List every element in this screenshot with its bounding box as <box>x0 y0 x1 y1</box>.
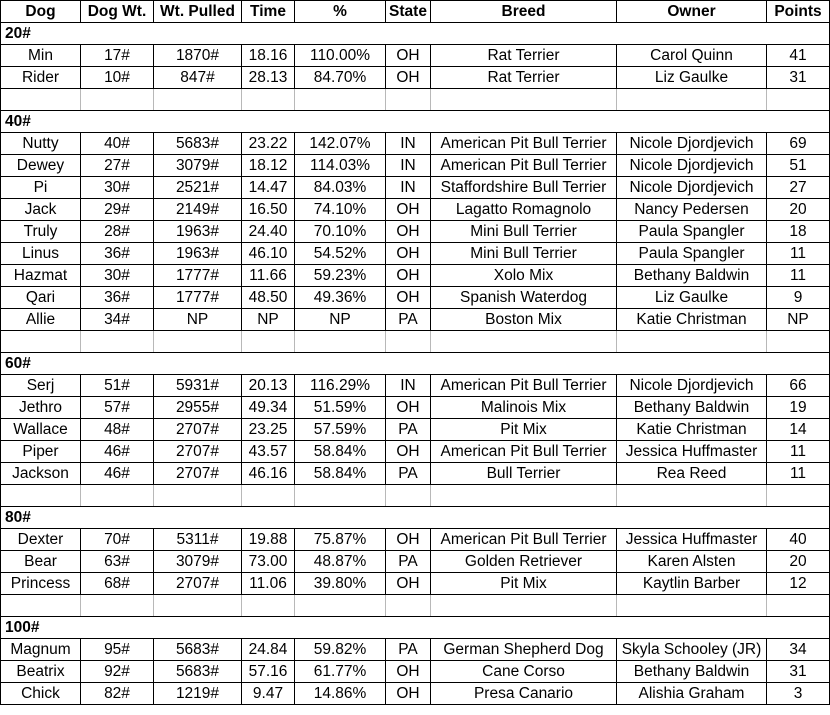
table-cell: Min <box>1 45 81 67</box>
table-cell: OH <box>386 397 431 419</box>
table-cell: Jessica Huffmaster <box>617 441 767 463</box>
table-cell: 5931# <box>154 375 242 397</box>
table-cell: 18 <box>767 221 830 243</box>
table-cell: Jessica Huffmaster <box>617 529 767 551</box>
table-cell: 1963# <box>154 243 242 265</box>
table-cell: 68# <box>81 573 154 595</box>
table-cell: 5683# <box>154 661 242 683</box>
section-row <box>1 353 830 375</box>
empty-cell <box>386 89 431 111</box>
header-cell: Owner <box>617 1 767 23</box>
table-cell: PA <box>386 419 431 441</box>
table-cell: 20 <box>767 199 830 221</box>
table-cell: 27# <box>81 155 154 177</box>
table-row <box>1 441 830 463</box>
table-cell: American Pit Bull Terrier <box>431 155 617 177</box>
table-cell: Mini Bull Terrier <box>431 221 617 243</box>
table-cell: 142.07% <box>295 133 386 155</box>
table-cell: 36# <box>81 287 154 309</box>
table-cell: 23.22 <box>242 133 295 155</box>
table-cell: German Shepherd Dog <box>431 639 617 661</box>
table-cell: 847# <box>154 67 242 89</box>
table-cell: OH <box>386 573 431 595</box>
table-cell: Hazmat <box>1 265 81 287</box>
table-cell: 49.34 <box>242 397 295 419</box>
empty-cell <box>617 485 767 507</box>
table-cell: American Pit Bull Terrier <box>431 375 617 397</box>
empty-cell <box>1 89 81 111</box>
table-cell: 31 <box>767 661 830 683</box>
table-cell: NP <box>295 309 386 331</box>
table-cell: Bethany Baldwin <box>617 661 767 683</box>
table-cell: 2707# <box>154 573 242 595</box>
table-row <box>1 661 830 683</box>
table-cell: 30# <box>81 265 154 287</box>
header-cell: Breed <box>431 1 617 23</box>
table-cell: Pit Mix <box>431 573 617 595</box>
table-cell: 48.87% <box>295 551 386 573</box>
table-cell: 12 <box>767 573 830 595</box>
table-cell: 48# <box>81 419 154 441</box>
empty-cell <box>81 595 154 617</box>
empty-cell <box>617 331 767 353</box>
table-cell: 2521# <box>154 177 242 199</box>
table-cell: 58.84% <box>295 441 386 463</box>
table-cell: IN <box>386 133 431 155</box>
table-cell: 18.16 <box>242 45 295 67</box>
table-cell: Nicole Djordjevich <box>617 177 767 199</box>
table-cell: Nutty <box>1 133 81 155</box>
table-row <box>1 419 830 441</box>
spacer-row <box>1 485 830 507</box>
table-cell: Nicole Djordjevich <box>617 375 767 397</box>
table-cell: 57# <box>81 397 154 419</box>
table-cell: 84.03% <box>295 177 386 199</box>
empty-cell <box>386 595 431 617</box>
table-cell: 2707# <box>154 419 242 441</box>
table-cell: PA <box>386 463 431 485</box>
table-cell: 3 <box>767 683 830 705</box>
table-cell: IN <box>386 375 431 397</box>
table-cell: 46.10 <box>242 243 295 265</box>
table-cell: 51# <box>81 375 154 397</box>
table-cell: 69 <box>767 133 830 155</box>
table-cell: PA <box>386 551 431 573</box>
table-cell: 24.40 <box>242 221 295 243</box>
section-row <box>1 617 830 639</box>
section-title: 100# <box>1 617 830 639</box>
table-cell: Piper <box>1 441 81 463</box>
table-cell: 54.52% <box>295 243 386 265</box>
table-cell: Rat Terrier <box>431 45 617 67</box>
table-cell: OH <box>386 221 431 243</box>
table-cell: 11 <box>767 243 830 265</box>
empty-cell <box>295 485 386 507</box>
table-cell: 59.23% <box>295 265 386 287</box>
table-cell: 36# <box>81 243 154 265</box>
table-cell: 49.36% <box>295 287 386 309</box>
table-cell: Bear <box>1 551 81 573</box>
section-title: 20# <box>1 23 830 45</box>
table-cell: Spanish Waterdog <box>431 287 617 309</box>
table-cell: Nicole Djordjevich <box>617 133 767 155</box>
table-cell: 11.06 <box>242 573 295 595</box>
empty-cell <box>767 89 830 111</box>
table-cell: 1777# <box>154 265 242 287</box>
table-cell: 5683# <box>154 133 242 155</box>
empty-cell <box>386 485 431 507</box>
table-cell: 18.12 <box>242 155 295 177</box>
table-row <box>1 551 830 573</box>
table-row <box>1 309 830 331</box>
table-cell: 11 <box>767 265 830 287</box>
table-cell: OH <box>386 287 431 309</box>
table-cell: 59.82% <box>295 639 386 661</box>
empty-cell <box>1 331 81 353</box>
table-cell: 66 <box>767 375 830 397</box>
table-cell: 31 <box>767 67 830 89</box>
empty-cell <box>242 89 295 111</box>
empty-cell <box>617 595 767 617</box>
table-cell: 1219# <box>154 683 242 705</box>
table-cell: Xolo Mix <box>431 265 617 287</box>
section-row <box>1 23 830 45</box>
table-cell: Beatrix <box>1 661 81 683</box>
table-cell: 63# <box>81 551 154 573</box>
table-cell: 19 <box>767 397 830 419</box>
table-cell: 39.80% <box>295 573 386 595</box>
table-cell: IN <box>386 155 431 177</box>
table-cell: NP <box>154 309 242 331</box>
table-cell: OH <box>386 683 431 705</box>
table-cell: Liz Gaulke <box>617 287 767 309</box>
table-cell: 27 <box>767 177 830 199</box>
header-cell: Dog Wt. <box>81 1 154 23</box>
table-cell: 46.16 <box>242 463 295 485</box>
table-cell: Cane Corso <box>431 661 617 683</box>
table-cell: Chick <box>1 683 81 705</box>
table-cell: 2707# <box>154 463 242 485</box>
table-cell: Rider <box>1 67 81 89</box>
table-cell: NP <box>767 309 830 331</box>
table-cell: Karen Alsten <box>617 551 767 573</box>
table-cell: Bethany Baldwin <box>617 397 767 419</box>
table-cell: 74.10% <box>295 199 386 221</box>
table-row <box>1 243 830 265</box>
table-cell: 9.47 <box>242 683 295 705</box>
empty-cell <box>295 89 386 111</box>
empty-cell <box>431 595 617 617</box>
table-cell: Linus <box>1 243 81 265</box>
table-cell: 57.59% <box>295 419 386 441</box>
spacer-row <box>1 331 830 353</box>
table-cell: Lagatto Romagnolo <box>431 199 617 221</box>
section-row <box>1 507 830 529</box>
table-cell: American Pit Bull Terrier <box>431 529 617 551</box>
empty-cell <box>767 331 830 353</box>
empty-cell <box>154 89 242 111</box>
table-cell: Rat Terrier <box>431 67 617 89</box>
table-cell: Presa Canario <box>431 683 617 705</box>
header-cell: State <box>386 1 431 23</box>
table-cell: Katie Christman <box>617 419 767 441</box>
header-cell: Time <box>242 1 295 23</box>
table-cell: PA <box>386 639 431 661</box>
table-cell: Allie <box>1 309 81 331</box>
table-cell: 30# <box>81 177 154 199</box>
table-cell: Paula Spangler <box>617 221 767 243</box>
table-cell: 116.29% <box>295 375 386 397</box>
empty-cell <box>431 485 617 507</box>
table-cell: 11 <box>767 463 830 485</box>
table-cell: 46# <box>81 463 154 485</box>
table-row <box>1 375 830 397</box>
table-cell: 2707# <box>154 441 242 463</box>
table-cell: OH <box>386 199 431 221</box>
table-cell: 24.84 <box>242 639 295 661</box>
table-cell: 28# <box>81 221 154 243</box>
table-cell: 3079# <box>154 551 242 573</box>
section-row <box>1 111 830 133</box>
table-cell: Rea Reed <box>617 463 767 485</box>
table-row <box>1 45 830 67</box>
table-cell: 5311# <box>154 529 242 551</box>
empty-cell <box>295 331 386 353</box>
table-cell: 51 <box>767 155 830 177</box>
table-cell: 48.50 <box>242 287 295 309</box>
empty-cell <box>242 485 295 507</box>
spacer-row <box>1 89 830 111</box>
table-cell: OH <box>386 529 431 551</box>
empty-cell <box>767 485 830 507</box>
table-cell: 3079# <box>154 155 242 177</box>
table-cell: 20.13 <box>242 375 295 397</box>
table-cell: 82# <box>81 683 154 705</box>
table-cell: Boston Mix <box>431 309 617 331</box>
table-cell: 61.77% <box>295 661 386 683</box>
table-cell: 17# <box>81 45 154 67</box>
header-cell: Dog <box>1 1 81 23</box>
table-cell: 11 <box>767 441 830 463</box>
table-cell: 23.25 <box>242 419 295 441</box>
empty-cell <box>431 89 617 111</box>
table-cell: Carol Quinn <box>617 45 767 67</box>
table-cell: OH <box>386 661 431 683</box>
table-cell: 70.10% <box>295 221 386 243</box>
table-cell: 14.47 <box>242 177 295 199</box>
table-cell: 95# <box>81 639 154 661</box>
table-cell: Pi <box>1 177 81 199</box>
table-row <box>1 573 830 595</box>
table-cell: Jethro <box>1 397 81 419</box>
table-cell: Skyla Schooley (JR) <box>617 639 767 661</box>
table-row <box>1 155 830 177</box>
empty-cell <box>1 595 81 617</box>
table-cell: 20 <box>767 551 830 573</box>
table-cell: 40 <box>767 529 830 551</box>
table-cell: Golden Retriever <box>431 551 617 573</box>
table-cell: 16.50 <box>242 199 295 221</box>
table-cell: 10# <box>81 67 154 89</box>
table-cell: Paula Spangler <box>617 243 767 265</box>
empty-cell <box>81 331 154 353</box>
table-cell: Kaytlin Barber <box>617 573 767 595</box>
table-body <box>1 23 830 705</box>
header-row <box>1 1 830 23</box>
table-cell: 19.88 <box>242 529 295 551</box>
table-cell: Qari <box>1 287 81 309</box>
table-cell: American Pit Bull Terrier <box>431 133 617 155</box>
table-row <box>1 683 830 705</box>
table-cell: Nicole Djordjevich <box>617 155 767 177</box>
table-cell: 1963# <box>154 221 242 243</box>
empty-cell <box>154 331 242 353</box>
table-cell: OH <box>386 45 431 67</box>
table-cell: Bethany Baldwin <box>617 265 767 287</box>
table-cell: 114.03% <box>295 155 386 177</box>
table-cell: 110.00% <box>295 45 386 67</box>
table-cell: 46# <box>81 441 154 463</box>
header-cell: Wt. Pulled <box>154 1 242 23</box>
table-cell: 73.00 <box>242 551 295 573</box>
empty-cell <box>386 331 431 353</box>
empty-cell <box>242 331 295 353</box>
table-row <box>1 265 830 287</box>
table-row <box>1 463 830 485</box>
header-cell: Points <box>767 1 830 23</box>
table-row <box>1 177 830 199</box>
table-cell: 5683# <box>154 639 242 661</box>
table-cell: Liz Gaulke <box>617 67 767 89</box>
table-cell: Pit Mix <box>431 419 617 441</box>
header-cell: % <box>295 1 386 23</box>
table-cell: Staffordshire Bull Terrier <box>431 177 617 199</box>
table-cell: NP <box>242 309 295 331</box>
table-cell: Nancy Pedersen <box>617 199 767 221</box>
table-cell: Bull Terrier <box>431 463 617 485</box>
table-cell: 29# <box>81 199 154 221</box>
spacer-row <box>1 595 830 617</box>
empty-cell <box>431 331 617 353</box>
empty-cell <box>154 595 242 617</box>
table-cell: 28.13 <box>242 67 295 89</box>
table-cell: 75.87% <box>295 529 386 551</box>
table-cell: 14 <box>767 419 830 441</box>
table-cell: 41 <box>767 45 830 67</box>
table-cell: 70# <box>81 529 154 551</box>
table-cell: 1870# <box>154 45 242 67</box>
table-cell: Magnum <box>1 639 81 661</box>
table-cell: OH <box>386 441 431 463</box>
table-row <box>1 529 830 551</box>
table-cell: Mini Bull Terrier <box>431 243 617 265</box>
table-cell: 40# <box>81 133 154 155</box>
empty-cell <box>81 89 154 111</box>
table-cell: Malinois Mix <box>431 397 617 419</box>
empty-cell <box>242 595 295 617</box>
table-cell: PA <box>386 309 431 331</box>
table-cell: OH <box>386 265 431 287</box>
table-cell: Jackson <box>1 463 81 485</box>
table-cell: Serj <box>1 375 81 397</box>
table-cell: Alishia Graham <box>617 683 767 705</box>
empty-cell <box>617 89 767 111</box>
empty-cell <box>154 485 242 507</box>
table-cell: 51.59% <box>295 397 386 419</box>
table-cell: American Pit Bull Terrier <box>431 441 617 463</box>
table-cell: Dewey <box>1 155 81 177</box>
table-cell: OH <box>386 67 431 89</box>
section-title: 40# <box>1 111 830 133</box>
table-cell: 1777# <box>154 287 242 309</box>
table-row <box>1 199 830 221</box>
table-cell: Katie Christman <box>617 309 767 331</box>
table-cell: IN <box>386 177 431 199</box>
table-cell: Jack <box>1 199 81 221</box>
table-row <box>1 221 830 243</box>
empty-cell <box>1 485 81 507</box>
table-cell: Princess <box>1 573 81 595</box>
table-cell: 92# <box>81 661 154 683</box>
table-cell: Dexter <box>1 529 81 551</box>
empty-cell <box>81 485 154 507</box>
table-cell: 57.16 <box>242 661 295 683</box>
table-cell: OH <box>386 243 431 265</box>
table-cell: 34 <box>767 639 830 661</box>
table-cell: Truly <box>1 221 81 243</box>
section-title: 80# <box>1 507 830 529</box>
table-row <box>1 639 830 661</box>
table-cell: 2149# <box>154 199 242 221</box>
table-cell: 9 <box>767 287 830 309</box>
table-cell: 2955# <box>154 397 242 419</box>
table-cell: 84.70% <box>295 67 386 89</box>
table-cell: 14.86% <box>295 683 386 705</box>
table-cell: 43.57 <box>242 441 295 463</box>
table-row <box>1 133 830 155</box>
table-cell: 11.66 <box>242 265 295 287</box>
table-row <box>1 397 830 419</box>
table-cell: Wallace <box>1 419 81 441</box>
empty-cell <box>767 595 830 617</box>
table-row <box>1 287 830 309</box>
table-cell: 58.84% <box>295 463 386 485</box>
section-title: 60# <box>1 353 830 375</box>
table-cell: 34# <box>81 309 154 331</box>
table-row <box>1 67 830 89</box>
empty-cell <box>295 595 386 617</box>
